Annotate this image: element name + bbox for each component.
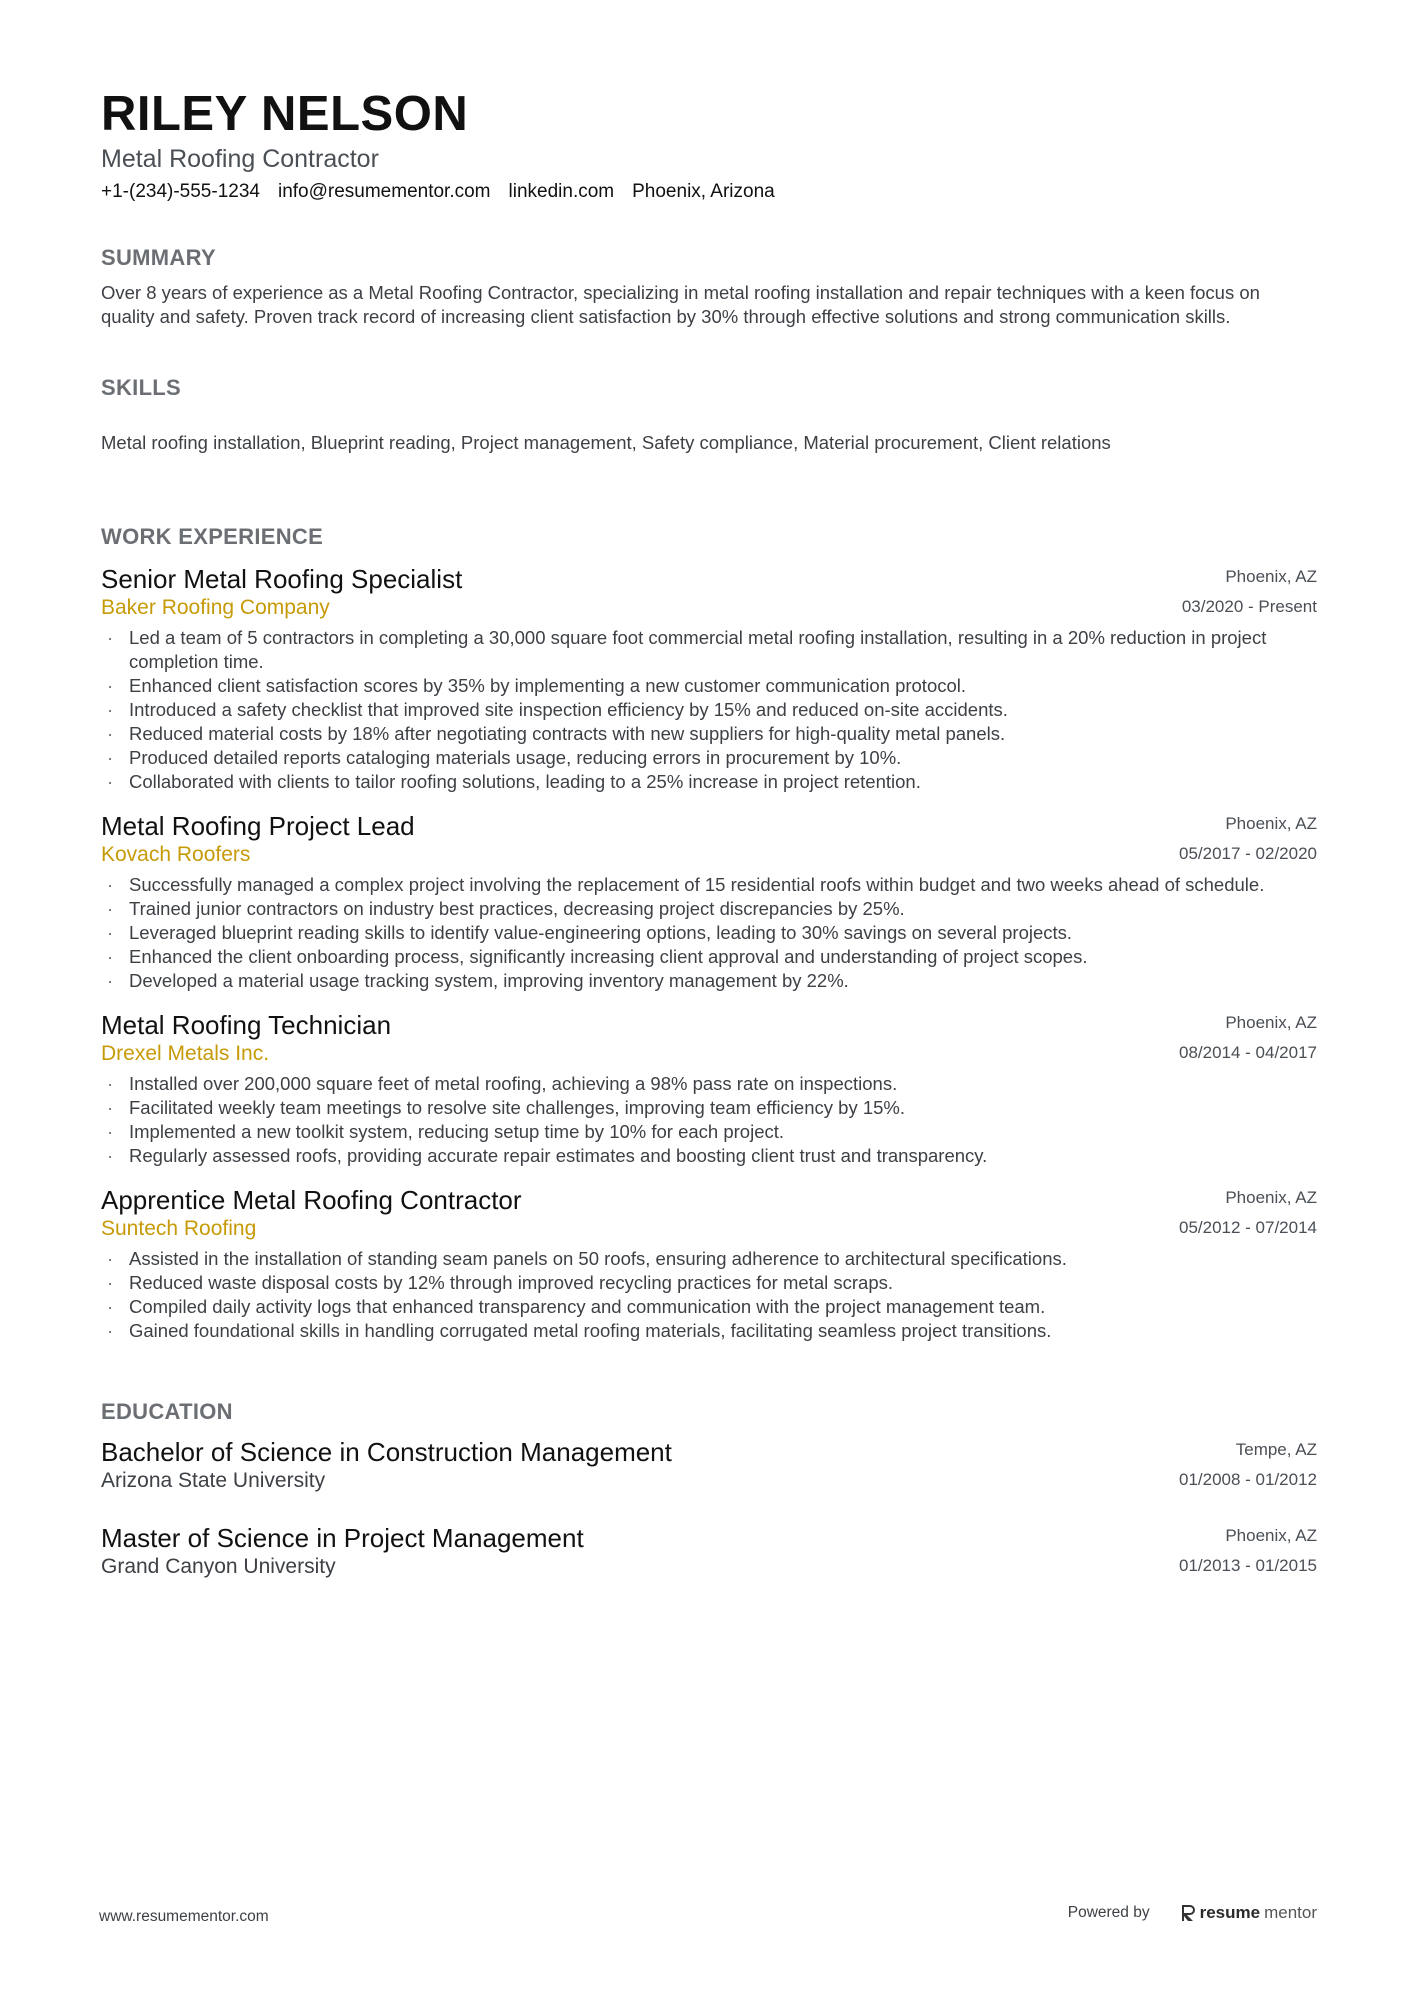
footer-website[interactable]: www.resumementor.com xyxy=(99,1908,269,1925)
experience-section xyxy=(101,522,1317,1343)
brand-logo[interactable] xyxy=(1180,1903,1317,1923)
job-company: Baker Roofing Company xyxy=(101,596,330,619)
bullet-item: · Introduced a safety checklist that improved site inspection efficiency by 15% and reduced on-site accidents. xyxy=(101,698,1317,722)
bullet-item: · Reduced material costs by 18% after negotiating contracts with new suppliers for high-quality metal panels. xyxy=(101,722,1317,746)
job-company: Drexel Metals Inc. xyxy=(101,1042,270,1065)
degree-title: Master of Science in Project Management xyxy=(101,1523,584,1553)
summary-heading: SUMMARY xyxy=(101,245,216,270)
bullet-item: · Enhanced client satisfaction scores by 35% by implementing a new customer communication protocol. xyxy=(101,674,1317,698)
bullet-item: · Collaborated with clients to tailor roofing solutions, leading to a 25% increase in project retention. xyxy=(101,770,1317,794)
job-bullets xyxy=(101,873,1317,993)
job-title: Metal Roofing Technician xyxy=(101,1010,392,1040)
school-name: Grand Canyon University xyxy=(101,1555,336,1578)
job-dates: 05/2017 - 02/2020 xyxy=(1178,844,1317,863)
job-title: Metal Roofing Project Lead xyxy=(101,811,415,841)
brand-name-light: mentor xyxy=(1264,1903,1317,1922)
job-company: Suntech Roofing xyxy=(101,1217,257,1240)
job-entry xyxy=(101,564,1317,794)
contact-row xyxy=(101,179,1317,205)
education-dates: 01/2013 - 01/2015 xyxy=(1178,1556,1317,1575)
job-bullets xyxy=(101,1072,1317,1168)
job-bullets xyxy=(101,1247,1317,1343)
bullet-item: · Trained junior contractors on industry best practices, decreasing project discrepancies by 25%. xyxy=(101,897,1317,921)
summary-text: Over 8 years of experience as a Metal Roofing Contractor, specializing in metal roofing installation and repair techniques with a keen focus on quality and safety. Proven track record of increasing client satisfaction by 30% through effective solutions and strong communication skills. xyxy=(101,282,1260,327)
bullet-item: · Gained foundational skills in handling corrugated metal roofing materials, facilitating seamless project transitions. xyxy=(101,1319,1317,1343)
bullet-item: · Regularly assessed roofs, providing accurate repair estimates and boosting client trust and transparency. xyxy=(101,1144,1317,1168)
bullet-item: · Reduced waste disposal costs by 12% through improved recycling practices for metal scraps. xyxy=(101,1271,1317,1295)
bullet-item: · Compiled daily activity logs that enhanced transparency and communication with the project management team. xyxy=(101,1295,1317,1319)
skills-text: Metal roofing installation, Blueprint reading, Project management, Safety compliance, Material procurement, Client relations xyxy=(101,432,1111,453)
contact-location: Phoenix, Arizona xyxy=(632,181,775,202)
job-title: Apprentice Metal Roofing Contractor xyxy=(101,1185,522,1215)
education-dates: 01/2008 - 01/2012 xyxy=(1178,1470,1317,1489)
skills-heading: SKILLS xyxy=(101,375,182,400)
education-section xyxy=(101,1397,1317,1581)
powered-by-label: Powered by xyxy=(1067,1904,1150,1921)
job-company: Kovach Roofers xyxy=(101,843,251,866)
job-location: Phoenix, AZ xyxy=(1225,1013,1317,1032)
bullet-item: · Enhanced the client onboarding process, significantly increasing client approval and understanding of project scopes. xyxy=(101,945,1317,969)
skills-section xyxy=(101,373,1317,455)
bullet-item: · Installed over 200,000 square feet of metal roofing, achieving a 98% pass rate on inspections. xyxy=(101,1072,1317,1096)
job-dates: 08/2014 - 04/2017 xyxy=(1178,1043,1317,1062)
resume-page xyxy=(101,86,1317,1581)
resume-header xyxy=(101,86,1317,205)
job-title: Senior Metal Roofing Specialist xyxy=(101,564,463,594)
resumementor-logo-icon xyxy=(1180,1904,1196,1922)
job-dates: 05/2012 - 07/2014 xyxy=(1178,1218,1317,1237)
education-heading: EDUCATION xyxy=(101,1399,233,1424)
job-location: Phoenix, AZ xyxy=(1225,1188,1317,1207)
experience-heading: WORK EXPERIENCE xyxy=(101,524,324,549)
education-entry xyxy=(101,1523,1317,1581)
bullet-item: · Assisted in the installation of standing seam panels on 50 roofs, ensuring adherence to architectural specifications. xyxy=(101,1247,1317,1271)
bullet-item: · Facilitated weekly team meetings to resolve site challenges, improving team efficiency by 15%. xyxy=(101,1096,1317,1120)
contact-phone: +1-(234)-555-1234 xyxy=(101,181,260,202)
bullet-item: · Successfully managed a complex project involving the replacement of 15 residential roofs within budget and two weeks ahead of schedule. xyxy=(101,873,1317,897)
footer-branding xyxy=(1068,1903,1317,1923)
candidate-title: Metal Roofing Contractor xyxy=(101,145,379,173)
degree-title: Bachelor of Science in Construction Management xyxy=(101,1437,672,1467)
contact-email: info@resumementor.com xyxy=(277,181,491,202)
summary-section xyxy=(101,243,1317,329)
bullet-item: · Developed a material usage tracking system, improving inventory management by 22%. xyxy=(101,969,1317,993)
education-location: Phoenix, AZ xyxy=(1225,1526,1317,1545)
job-entry xyxy=(101,1185,1317,1343)
job-location: Phoenix, AZ xyxy=(1225,567,1317,586)
bullet-item: · Produced detailed reports cataloging materials usage, reducing errors in procurement by 10%. xyxy=(101,746,1317,770)
job-entry xyxy=(101,811,1317,993)
contact-linkedin: linkedin.com xyxy=(508,181,615,202)
education-entry xyxy=(101,1437,1317,1495)
job-entry xyxy=(101,1010,1317,1168)
job-dates: 03/2020 - Present xyxy=(1181,597,1317,616)
bullet-item: · Implemented a new toolkit system, reducing setup time by 10% for each project. xyxy=(101,1120,1317,1144)
job-location: Phoenix, AZ xyxy=(1225,814,1317,833)
job-bullets xyxy=(101,626,1317,794)
school-name: Arizona State University xyxy=(101,1469,326,1492)
bullet-item: · Leveraged blueprint reading skills to identify value-engineering options, leading to 30% savings on several projects. xyxy=(101,921,1317,945)
candidate-name: RILEY NELSON xyxy=(101,87,469,141)
education-location: Tempe, AZ xyxy=(1235,1440,1317,1459)
brand-name-bold: resume xyxy=(1199,1903,1261,1922)
bullet-item: · Led a team of 5 contractors in completing a 30,000 square foot commercial metal roofing installation, resulting in a 20% reduction in project completion time. xyxy=(101,626,1317,674)
